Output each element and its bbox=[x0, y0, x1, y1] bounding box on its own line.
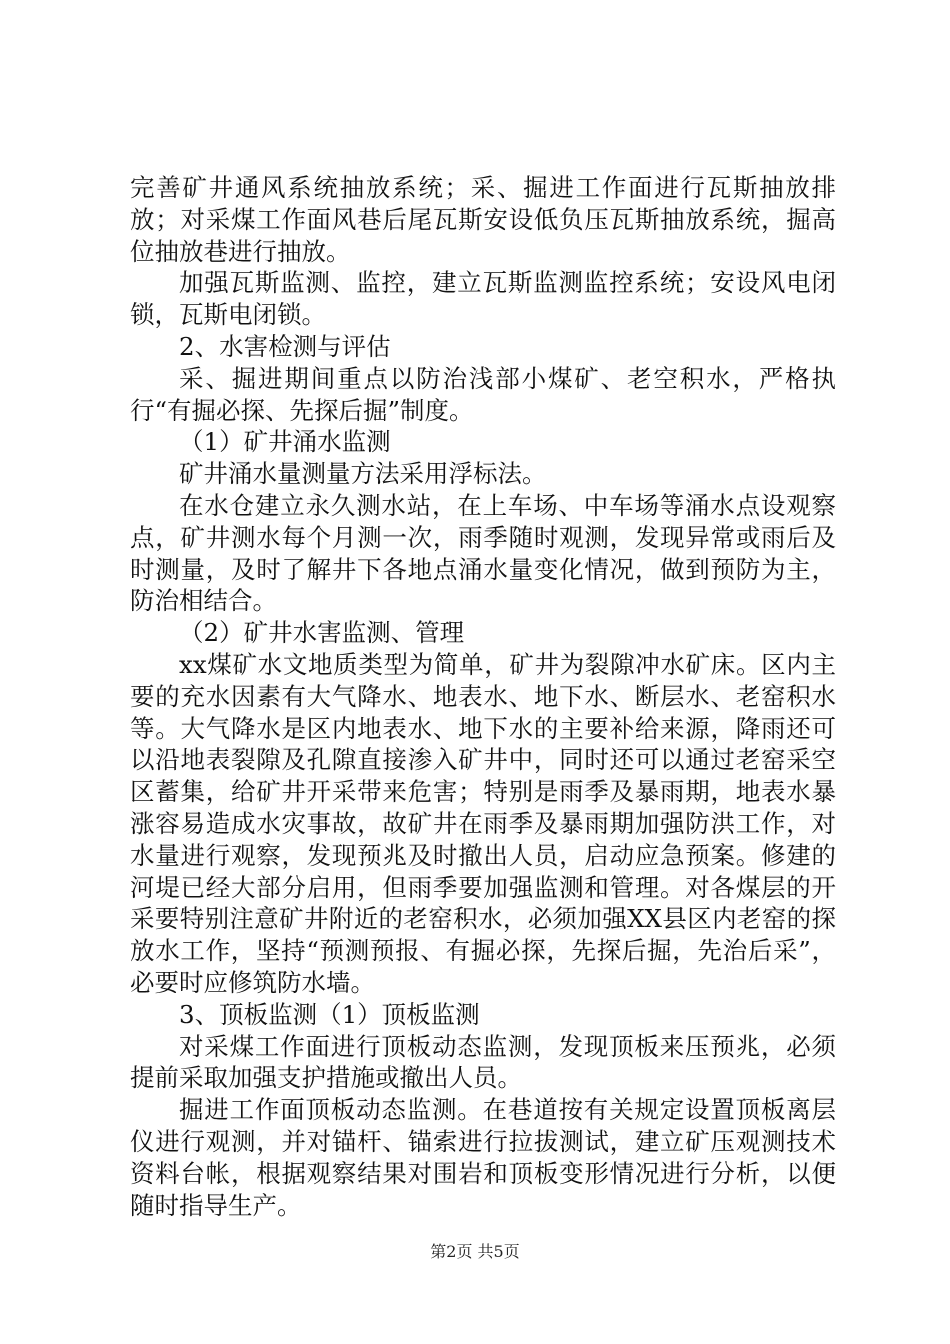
paragraph-roadway-roof: 掘进工作面顶板动态监测。在巷道按有关规定设置顶板离层仪进行观测，并对锚杆、锚索进行拉拔测试，建立矿压观测技术资料台帐，根据观察结果对围岩和顶板变形情况进行分析，以便随时指导生产。 bbox=[130, 1095, 836, 1220]
paragraph-float-method: 矿井涌水量测量方法采用浮标法。 bbox=[179, 459, 547, 489]
paragraph-water-prevention: 采、掘进期间重点以防治浅部小煤矿、老空积水，严格执行“有掘必探、先探后掘”制度。 bbox=[130, 363, 836, 425]
paragraph-measuring-station: 在水仓建立永久测水站，在上车场、中车场等涌水点设观察点，矿井测水每个月测一次，雨季随时观测，发现异常或雨后及时测量，及时了解井下各地点涌水量变化情况，做到预防为主，防治相结合。 bbox=[130, 490, 836, 616]
paragraph-gas-monitoring: 加强瓦斯监测、监控，建立瓦斯监测监控系统；安设风电闭锁，瓦斯电闭锁。 bbox=[130, 268, 836, 330]
subheading-water-management: （2）矿井水害监测、管理 bbox=[179, 618, 465, 648]
paragraph-roof-dynamic: 对采煤工作面进行顶板动态监测，发现顶板来压预兆，必须提前采取加强支护措施或撤出人员。 bbox=[130, 1031, 836, 1093]
paragraph-gas-drainage: 完善矿井通风系统抽放系统；采、掘进工作面进行瓦斯抽放排放；对采煤工作面风巷后尾瓦斯安设低负压瓦斯抽放系统，掘高位抽放巷进行抽放。 bbox=[130, 173, 836, 266]
heading-water-hazard: 2、水害检测与评估 bbox=[179, 331, 391, 361]
document-body bbox=[130, 172, 836, 1221]
page-number-footer: 第2页 共5页 bbox=[430, 1242, 520, 1261]
paragraph-hydrogeology: xx煤矿水文地质类型为简单，矿井为裂隙冲水矿床。区内主要的充水因素有大气降水、地表水、地下水、断层水、老窑积水等。大气降水是区内地表水、地下水的主要补给来源，降雨还可以沿地表裂隙及孔隙直接渗入矿井中，同时还可以通过老窑采空区蓄集，给矿井开采带来危害；特别是雨季及暴雨期，地表水暴涨容易造成水灾事故，故矿井在雨季及暴雨期加强防洪工作，对水量进行观察，发现预兆及时撤出人员，启动应急预案。修建的河堤已经大部分启用，但雨季要加强监测和管理。对各煤层的开采要特别注意矿井附近的老窑积水，必须加强XX县区内老窑的探放水工作，坚持“预测预报、有掘必探，先探后掘，先治后采”，必要时应修筑防水墙。 bbox=[130, 649, 836, 997]
subheading-water-inflow: （1）矿井涌水监测 bbox=[179, 427, 391, 457]
heading-roof-monitoring: 3、顶板监测（1）顶板监测 bbox=[179, 999, 480, 1029]
